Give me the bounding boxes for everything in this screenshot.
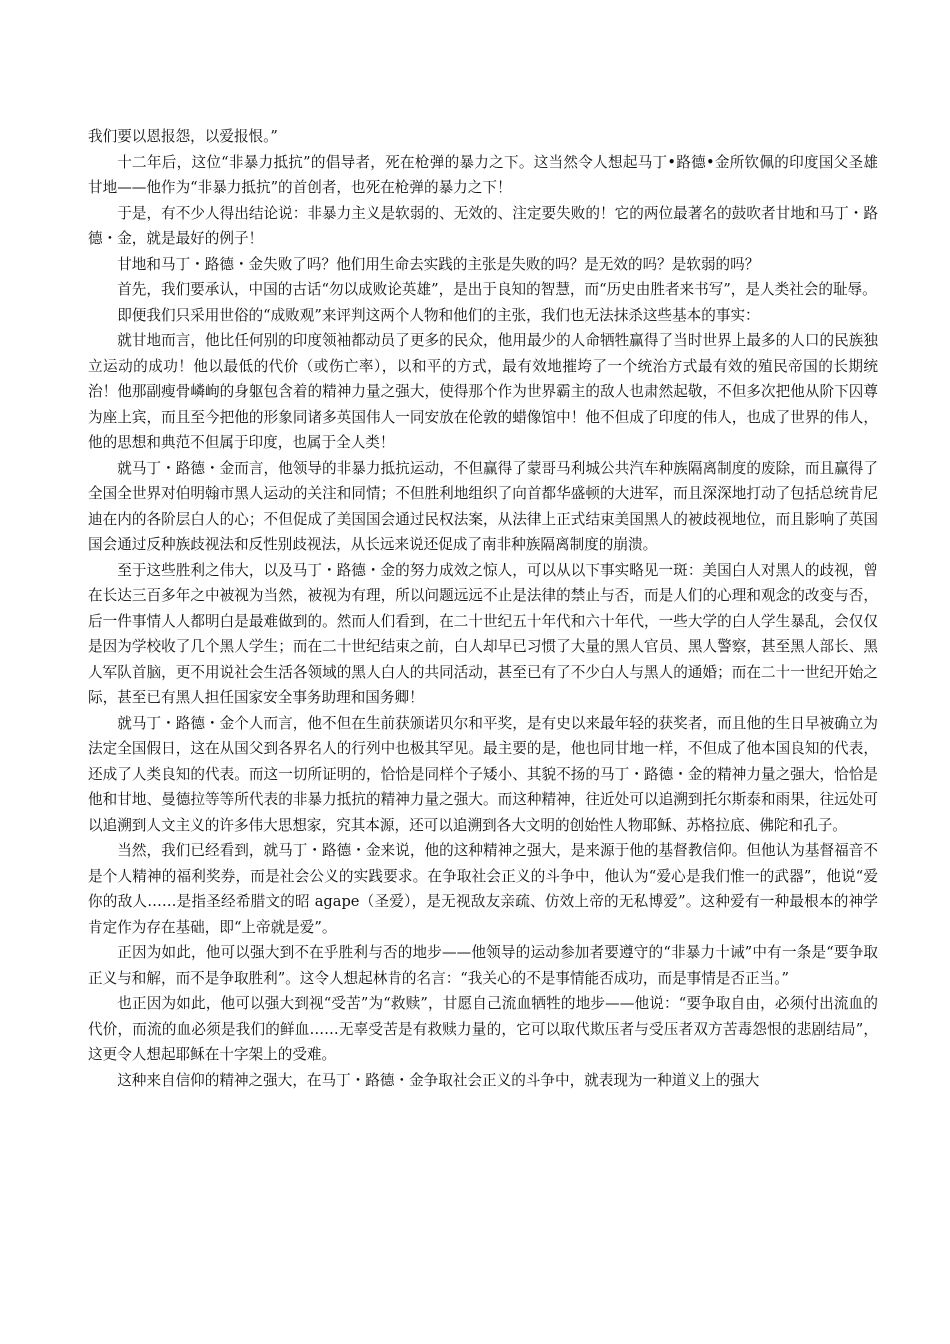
paragraph-13: 也正因为如此，他可以强大到视“受苦”为“救赎”，甘愿自己流血牺牲的地步——他说：“要争取自由，必须付出流血的代价，而流的血必须是我们的鲜血……无辜受苦是有救赎力量的，它可以取代欺压者与受压者双方苦毒怨恨的悲剧结局”，这更令人想起耶稣在十字架上的受难。 bbox=[88, 995, 878, 1063]
paragraph-6: 即便我们只采用世俗的“成败观”来评判这两个人物和他们的主张，我们也无法抹杀这些基本的事实： bbox=[117, 306, 760, 324]
paragraph-11: 当然，我们已经看到，就马丁・路德・金来说，他的这种精神之强大，是来源于他的基督教信仰。但他认为基督福音不是个人精神的福利奖券，而是社会公义的实践要求。在争取社会正义的斗争中，他认为“爱心是我们惟一的武器”，他说“爱你的敌人……是指圣经希腊文的昭 agape（圣爱），是无视敌友亲疏、仿效上帝的无私博爱”。这种爱有一种最根本的神学肯定作为存在基础，即“上帝就是爱”。 bbox=[88, 842, 878, 936]
document-body bbox=[88, 124, 878, 1093]
paragraph-1: 我们要以恩报怨，以爱报恨。” bbox=[88, 128, 278, 145]
paragraph-3: 于是，有不少人得出结论说：非暴力主义是软弱的、无效的、注定要失败的！它的两位最著名的鼓吹者甘地和马丁・路德・金，就是最好的例子！ bbox=[88, 204, 878, 247]
paragraph-2: 十二年后，这位“非暴力抵抗”的倡导者，死在枪弹的暴力之下。这当然令人想起马丁•路德•金所钦佩的印度国父圣雄甘地——他作为“非暴力抵抗”的首创者，也死在枪弹的暴力之下！ bbox=[88, 153, 878, 196]
paragraph-7: 就甘地而言，他比任何别的印度领袖都动员了更多的民众，他用最少的人命牺牲赢得了当时世界上最多的人口的民族独立运动的成功！他以最低的代价（或伤亡率），以和平的方式，最有效地摧垮了一个统治方式最有效的殖民帝国的长期统治！他那副瘦骨嶙峋的身躯包含着的精神力量之强大，使得那个作为世界霸主的敌人也肃然起敬，不但多次把他从阶下囚尊为座上宾，而且至今把他的形象同诸多英国伟人一同安放在伦敦的蜡像馆中！他不但成了印度的伟人，也成了世界的伟人，他的思想和典范不但属于印度，也属于全人类！ bbox=[88, 332, 878, 451]
paragraph-5: 首先，我们要承认，中国的古话“勿以成败论英雄”，是出于良知的智慧，而“历史由胜者来书写”，是人类社会的耻辱。 bbox=[117, 281, 877, 298]
paragraph-9: 至于这些胜利之伟大，以及马丁・路德・金的努力成效之惊人，可以从以下事实略见一斑：美国白人对黑人的歧视，曾在长达三百多年之中被视为当然，被视为有理，所以问题远远不止是法律的禁止与否，而是人们的心理和观念的改变与否，后一件事情人人都明白是最难做到的。然而人们看到，在二十世纪五十年代和六十年代，一些大学的白人学生暴乱，会仅仅是因为学校收了几个黑人学生；而在二十世纪结束之前，白人却早已习惯了大量的黑人官员、黑人警察，甚至黑人部长、黑人军队首脑，更不用说社会生活各领域的黑人白人的共同活动，甚至已有了不少白人与黑人的通婚；而在二十一世纪开始之际，甚至已有黑人担任国家安全事务助理和国务卿！ bbox=[88, 561, 878, 706]
paragraph-8: 就马丁・路德・金而言，他领导的非暴力抵抗运动，不但赢得了蒙哥马利城公共汽车种族隔离制度的废除，而且赢得了全国全世界对伯明翰市黑人运动的关注和同情；不但胜利地组织了向首都华盛顿的大进军，而且深深地打动了包括总统肯尼迪在内的各阶层白人的心；不但促成了美国国会通过民权法案，从法律上正式结束美国黑人的被歧视地位，而且影响了英国国会通过反种族歧视法和反性别歧视法，从长远来说还促成了南非种族隔离制度的崩溃。 bbox=[88, 459, 878, 553]
paragraph-12: 正因为如此，他可以强大到不在乎胜利与否的地步——他领导的运动参加者要遵守的“非暴力十诫”中有一条是“要争取正义与和解，而不是争取胜利”。这令人想起林肯的名言：“我关心的不是事情能否成功，而是事情是否正当。” bbox=[88, 944, 878, 987]
paragraph-14: 这种来自信仰的精神之强大，在马丁・路德・金争取社会正义的斗争中，就表现为一种道义上的强大 bbox=[117, 1071, 760, 1089]
paragraph-4: 甘地和马丁・路德・金失败了吗？他们用生命去实践的主张是失败的吗？是无效的吗？是软弱的吗？ bbox=[117, 255, 760, 273]
paragraph-10: 就马丁・路德・金个人而言，他不但在生前获颁诺贝尔和平奖，是有史以来最年轻的获奖者，而且他的生日早被确立为法定全国假日，这在从国父到各界名人的行列中也极其罕见。最主要的是，他也同甘地一样，不但成了他本国良知的代表，还成了人类良知的代表。而这一切所证明的，恰恰是同样个子矮小、其貌不扬的马丁・路德・金的精神力量之强大，恰恰是他和甘地、曼德拉等等所代表的非暴力抵抗的精神力量之强大。而这种精神，往近处可以追溯到托尔斯泰和雨果，往远处可以追溯到人文主义的许多伟大思想家，究其本源，还可以追溯到各大文明的创始性人物耶稣、苏格拉底、佛陀和孔子。 bbox=[88, 714, 878, 834]
